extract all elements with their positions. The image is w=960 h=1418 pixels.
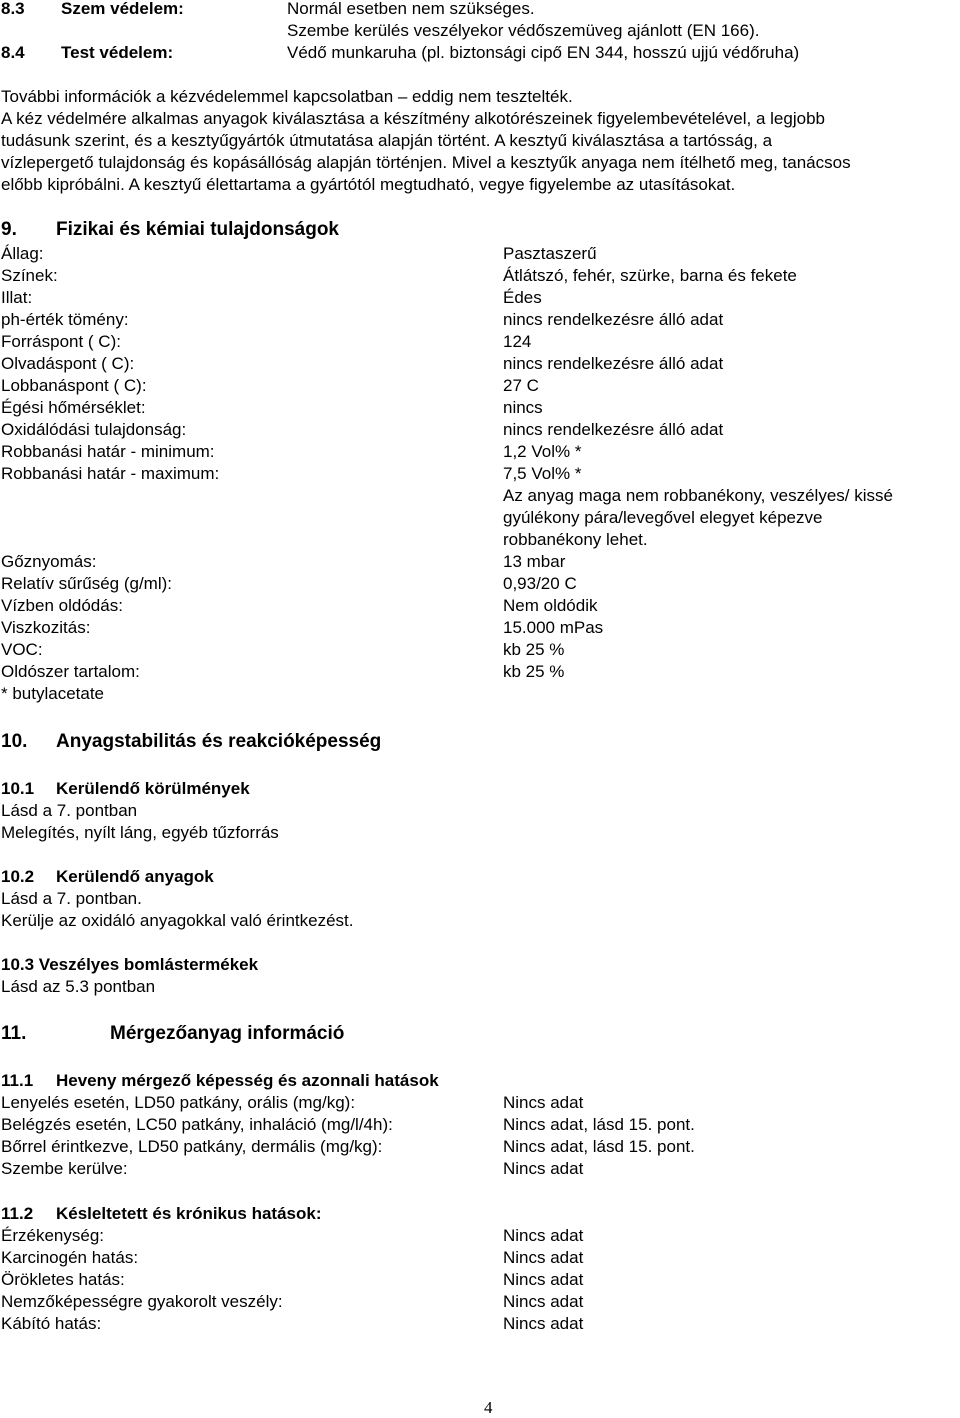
property-label: Lobbanáspont ( C): [1, 376, 147, 395]
property-value: 1,2 Vol% * [503, 442, 582, 461]
s101-number: 10.1 [1, 779, 35, 798]
toxicity-label: Lenyelés esetén, LD50 patkány, orális (mg/kg): [1, 1093, 356, 1112]
property-label: ph-érték tömény: [1, 310, 129, 329]
chronic-value: Nincs adat [503, 1292, 584, 1311]
chronic-value: Nincs adat [503, 1226, 584, 1245]
property-value: Édes [503, 288, 542, 307]
toxicity-value: Nincs adat [503, 1093, 584, 1112]
glove-info-line: További információk a kézvédelemmel kapcsolatban – eddig nem tesztelték. [1, 87, 573, 106]
property-value: nincs rendelkezésre álló adat [503, 354, 724, 373]
s84-label: Test védelem: [61, 43, 174, 62]
chronic-value: Nincs adat [503, 1270, 584, 1289]
toxicity-label: Szembe kerülve: [1, 1159, 128, 1178]
property-value: nincs [503, 398, 543, 417]
property-label: Relatív sűrűség (g/ml): [1, 574, 172, 593]
s101-title: Kerülendő körülmények [56, 779, 250, 798]
glove-text-line: A kéz védelmére alkalmas anyagok kiválasztása a készítmény alkotórészeinek figyelembevételével, a legjobb [1, 109, 825, 128]
property-value: Átlátszó, fehér, szürke, barna és fekete [503, 266, 797, 285]
s11-number: 11. [1, 1023, 27, 1044]
property-label: Robbanási határ - maximum: [1, 464, 220, 483]
property-value: kb 25 % [503, 662, 565, 681]
s102-number: 10.2 [1, 867, 35, 886]
property-label: Viszkozitás: [1, 618, 91, 637]
s112-number: 11.2 [1, 1204, 34, 1223]
property-label: Oldószer tartalom: [1, 662, 140, 681]
s102-line: Kerülje az oxidáló anyagokkal való érintkezést. [1, 911, 354, 930]
property-label: Forráspont ( C): [1, 332, 121, 351]
chronic-label: Örökletes hatás: [1, 1270, 125, 1289]
s111-title: Heveny mérgező képesség és azonnali hatások [56, 1071, 439, 1090]
chronic-label: Nemzőképességre gyakorolt veszély: [1, 1292, 283, 1311]
s102-line: Lásd a 7. pontban. [1, 889, 142, 908]
s83-number: 8.3 [1, 0, 25, 18]
property-label: Olvadáspont ( C): [1, 354, 135, 373]
s103-line: Lásd az 5.3 pontban [1, 977, 156, 996]
toxicity-value: Nincs adat [503, 1159, 584, 1178]
property-label: Robbanási határ - minimum: [1, 442, 215, 461]
toxicity-label: Belégzés esetén, LC50 patkány, inhaláció (mg/l/4h): [1, 1115, 393, 1134]
property-label: VOC: [1, 640, 43, 659]
property-label: Égési hőmérséklet: [1, 398, 146, 417]
s9-title: Fizikai és kémiai tulajdonságok [56, 219, 339, 240]
s101-line: Melegítés, nyílt láng, egyéb tűzforrás [1, 823, 279, 842]
property-value: 124 [503, 332, 532, 351]
footnote: * butylacetate [1, 684, 105, 703]
s101-line: Lásd a 7. pontban [1, 801, 138, 820]
s84-number: 8.4 [1, 43, 25, 62]
property-value: 7,5 Vol% * [503, 464, 582, 483]
glove-text-line: előbb kipróbálni. A kesztyű élettartama a gyártótól megtudható, vegye figyelembe az utasításokat. [1, 175, 736, 194]
s10-title: Anyagstabilitás és reakcióképesség [56, 731, 382, 752]
property-value: nincs rendelkezésre álló adat [503, 310, 724, 329]
explosion-note-line: gyúlékony pára/levegővel elegyet képezve [503, 508, 823, 527]
chronic-label: Kábító hatás: [1, 1314, 102, 1333]
toxicity-label: Bőrrel érintkezve, LD50 patkány, dermális (mg/kg): [1, 1137, 383, 1156]
s9-number: 9. [1, 219, 17, 240]
property-label: Oxidálódási tulajdonság: [1, 420, 187, 439]
property-label: Illat: [1, 288, 33, 307]
s111-number: 11.1 [1, 1071, 34, 1090]
s112-title: Késleltetett és krónikus hatások: [56, 1204, 322, 1223]
glove-text-line: tudásunk szerint, és a kesztyűgyártók útmutatása alapján történt. A kesztyű kiválasztása a tartósság, a [1, 131, 773, 150]
property-value: 27 C [503, 376, 539, 395]
explosion-note-line: Az anyag maga nem robbanékony, veszélyes/ kissé [503, 486, 893, 505]
property-value: nincs rendelkezésre álló adat [503, 420, 724, 439]
toxicity-value: Nincs adat, lásd 15. pont. [503, 1137, 695, 1156]
property-value: 0,93/20 C [503, 574, 577, 593]
s11-title: Mérgezőanyag információ [110, 1023, 345, 1044]
s10-number: 10. [1, 731, 28, 752]
property-value: Nem oldódik [503, 596, 598, 615]
chronic-value: Nincs adat [503, 1314, 584, 1333]
s83-value2: Szembe kerülés veszélyekor védőszemüveg ajánlott (EN 166). [287, 21, 760, 40]
property-value: 15.000 mPas [503, 618, 604, 637]
s83-value1: Normál esetben nem szükséges. [287, 0, 535, 18]
chronic-value: Nincs adat [503, 1248, 584, 1267]
s103-title: 10.3 Veszélyes bomlástermékek [1, 955, 259, 974]
s83-label: Szem védelem: [61, 0, 184, 18]
property-value: 13 mbar [503, 552, 566, 571]
property-value: Pasztaszerű [503, 244, 597, 263]
s102-title: Kerülendő anyagok [56, 867, 214, 886]
s84-value: Védő munkaruha (pl. biztonsági cipő EN 344, hosszú ujjú védőruha) [287, 43, 800, 62]
explosion-note-line: robbanékony lehet. [503, 530, 648, 549]
toxicity-value: Nincs adat, lásd 15. pont. [503, 1115, 695, 1134]
property-value: kb 25 % [503, 640, 565, 659]
page-number: 4 [484, 1398, 493, 1417]
property-label: Gőznyomás: [1, 552, 97, 571]
property-label: Színek: [1, 266, 58, 285]
property-label: Állag: [1, 244, 44, 263]
glove-text-line: vízlepergető tulajdonság és kopásállóság alapján történjen. Mivel a kesztyűk anyaga nem ítélhető meg, tanácsos [1, 153, 851, 172]
property-label: Vízben oldódás: [1, 596, 123, 615]
chronic-label: Karcinogén hatás: [1, 1248, 139, 1267]
chronic-label: Érzékenység: [1, 1226, 104, 1245]
